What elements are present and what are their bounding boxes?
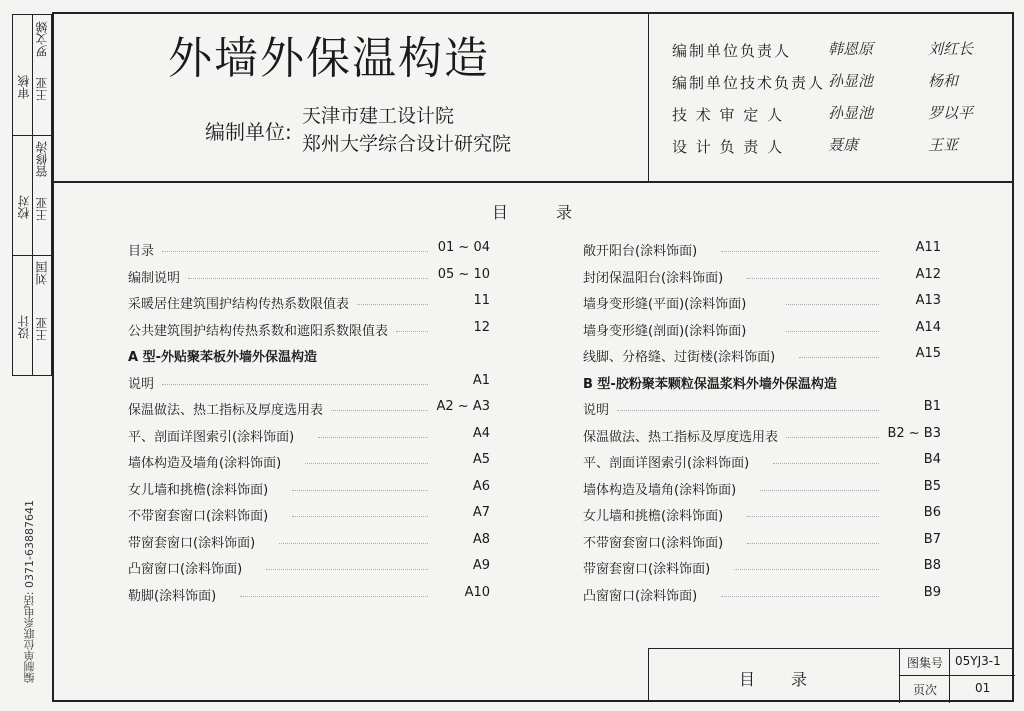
sign-role: 编制单位负责人 [672, 42, 792, 60]
toc-entry-label: 保温做法、热工指标及厚度选用表 [583, 429, 779, 445]
toc-entry [583, 558, 941, 577]
toc-entry [583, 399, 941, 418]
approval-cell: 王亚 [35, 197, 49, 221]
toc-entry-page: A14 [915, 319, 941, 335]
toc-leader [305, 463, 428, 464]
page-label: 页次 [913, 683, 938, 697]
toc-entry-page: A12 [915, 266, 941, 282]
header-divider [52, 181, 1014, 183]
toc-entry [583, 505, 941, 524]
toc-leader [162, 384, 428, 385]
toc-entry-label: 说明 [128, 376, 155, 392]
toc-entry [583, 346, 941, 365]
atlas-label: 图集号 [907, 656, 944, 670]
toc-entry-page: A4 [472, 425, 490, 441]
page-number: 01 [975, 681, 991, 695]
toc-entry-label: 平、剖面详图索引(涂料饰面) [583, 456, 750, 471]
toc-entry-page: 01 ~ 04 [437, 240, 490, 255]
toc-entry-page: A6 [472, 478, 490, 494]
toc-entry-label: 墙体构造及墙角(涂料饰面) [128, 456, 282, 471]
toc-entry-label: 凸窗窗口(涂料饰面) [583, 588, 698, 604]
toc-entry-label: 墙身变形缝(平面)(涂料饰面) [583, 297, 747, 312]
toc-entry-page: B5 [923, 478, 941, 494]
sign-role: 设 计 负 责 人 [672, 138, 785, 156]
toc-entry [128, 373, 490, 392]
signature: 聂康 [828, 136, 859, 154]
toc-entry-page: B6 [923, 505, 941, 520]
approval-cell: 校对 [17, 195, 31, 219]
toc-section-heading [583, 373, 941, 392]
toc-entry [583, 426, 941, 445]
toc-leader [734, 569, 879, 570]
toc-entry [128, 479, 490, 498]
toc-entry-page: B1 [923, 399, 941, 414]
signature: 王亚 [928, 136, 959, 154]
toc-entry-label: 女儿墙和挑檐(涂料饰面) [583, 509, 724, 524]
toc-section-heading [128, 346, 490, 365]
toc-entry-label: 封闭保温阳台(涂料饰面) [583, 270, 724, 286]
signature: 罗以平 [928, 104, 974, 122]
toc-entry-page: A7 [472, 505, 490, 520]
toc-entry-label: 带窗套窗口(涂料饰面) [128, 535, 256, 551]
title-block [648, 648, 1014, 702]
toc-entry-label: 凸窗窗口(涂料饰面) [128, 562, 243, 577]
toc-entry-label: 采暖居住建筑围护结构传热系数限值表 [128, 297, 350, 312]
page-title: 外墙外保温构造 [168, 33, 490, 84]
toc-leader [760, 490, 879, 491]
unit-name: 天津市建工设计院 [302, 105, 455, 127]
approval-cell: 王亚 [35, 77, 49, 101]
toc-entry-label: 目录 [128, 244, 155, 259]
toc-leader [292, 516, 428, 517]
toc-leader [773, 463, 879, 464]
toc-entry [583, 585, 941, 604]
toc-leader [747, 543, 879, 544]
toc-leader [786, 331, 879, 332]
toc-leader [292, 490, 428, 491]
toc-leader [266, 569, 428, 570]
approval-cell: 设计 [17, 315, 31, 339]
toc-entry-label: 勒脚(涂料饰面) [128, 588, 217, 604]
toc-entry-label: 编制说明 [128, 270, 181, 286]
toc-entry [128, 240, 490, 259]
toc-entry-page: B7 [923, 531, 941, 547]
toc-leader [162, 251, 428, 252]
toc-entry-page: A11 [915, 240, 941, 255]
toc-entry-label: 女儿墙和挑檐(涂料饰面) [128, 482, 269, 498]
signature: 刘红长 [928, 40, 974, 58]
toc-leader [786, 304, 879, 305]
toc-entry-label: 墙身变形缝(剖面)(涂料饰面) [583, 323, 747, 339]
toc-entry-page: A8 [472, 531, 490, 547]
toc-entry-page: A5 [472, 452, 490, 467]
toc-leader [786, 437, 879, 438]
toc-entry-page: A2 ~ A3 [436, 399, 490, 414]
toc-title: 目录 [492, 203, 621, 222]
toc-leader [721, 251, 879, 252]
signature: 韩恩原 [828, 40, 874, 58]
toc-leader [617, 410, 879, 411]
toc-entry [583, 532, 941, 551]
toc-entry-page: A10 [464, 584, 490, 600]
toc-entry [128, 505, 490, 524]
toc-entry-label: B 型-胶粉聚苯颗粒保温浆料外墙外保温构造 [583, 376, 837, 392]
toc-leader [331, 410, 428, 411]
toc-leader [721, 596, 879, 597]
toc-entry-label: 不带窗套窗口(涂料饰面) [128, 509, 269, 524]
toc-entry-label: 说明 [583, 403, 610, 418]
toc-leader [747, 278, 879, 279]
signature: 杨和 [928, 72, 959, 90]
toc-entry-page: B9 [923, 584, 941, 600]
toc-entry-label: 敞开阳台(涂料饰面) [583, 244, 698, 259]
toc-entry-page: 05 ~ 10 [437, 266, 490, 282]
toc-entry [583, 452, 941, 471]
toc-entry-label: 保温做法、热工指标及厚度选用表 [128, 403, 324, 418]
toc-entry-label: 公共建筑围护结构传热系数和遮阳系数限值表 [128, 323, 389, 339]
footer-sheet-name: 目录 [739, 670, 844, 689]
toc-entry [583, 293, 941, 312]
toc-entry [128, 293, 490, 312]
toc-entry [128, 532, 490, 551]
approval-cell: 审核 [17, 75, 31, 99]
toc-entry-page: B4 [923, 452, 941, 467]
sign-role: 技 术 审 定 人 [672, 106, 785, 124]
side-approval-strip [12, 14, 52, 376]
toc-entry [128, 399, 490, 418]
toc-leader [240, 596, 428, 597]
toc-leader [747, 516, 879, 517]
toc-entry [583, 267, 941, 286]
signature: 孙显池 [828, 72, 874, 90]
toc-entry-page: A9 [472, 558, 490, 573]
toc-entry [128, 558, 490, 577]
toc-leader [188, 278, 428, 279]
toc-entry-label: 带窗套窗口(涂料饰面) [583, 562, 711, 577]
toc-entry-label: A 型-外贴聚苯板外墙外保温构造 [128, 350, 317, 365]
toc-entry-page: B8 [923, 558, 941, 573]
approval-cell: 王亚 [35, 317, 49, 341]
atlas-number: 05YJ3-1 [955, 654, 1001, 668]
toc-entry [583, 240, 941, 259]
toc-entry [128, 320, 490, 339]
toc-leader [318, 437, 428, 438]
approval-cell: 罗文娣 [35, 21, 49, 57]
toc-entry-page: 11 [473, 293, 490, 308]
signature: 孙显池 [828, 104, 874, 122]
header-vertical-divider [648, 12, 649, 182]
toc-entry-page: B2 ~ B3 [887, 425, 941, 441]
toc-leader [279, 543, 428, 544]
unit-names [302, 102, 511, 158]
toc-entry [128, 452, 490, 471]
toc-entry-page: A15 [915, 346, 941, 361]
approval-cell: 管修涛 [35, 141, 49, 177]
toc-entry-page: 12 [473, 319, 490, 335]
toc-entry [583, 479, 941, 498]
toc-entry [583, 320, 941, 339]
toc-entry-label: 平、剖面详图索引(涂料饰面) [128, 429, 295, 445]
toc-entry-label: 线脚、分格缝、过街楼(涂料饰面) [583, 350, 776, 365]
toc-entry-label: 墙体构造及墙角(涂料饰面) [583, 482, 737, 498]
toc-entry [128, 267, 490, 286]
toc-entry-label: 不带窗套窗口(涂料饰面) [583, 535, 724, 551]
toc-entry-page: A1 [472, 372, 490, 388]
approval-cell: 刘国 [35, 261, 49, 285]
toc-leader [357, 304, 428, 305]
toc-leader [799, 357, 879, 358]
contact-phone: 编制单位联系电话: 0371-63887641 [23, 500, 36, 684]
toc-entry-page: A13 [915, 293, 941, 308]
toc-entry [128, 585, 490, 604]
toc-leader [396, 331, 428, 332]
toc-entry [128, 426, 490, 445]
sign-role: 编制单位技术负责人 [672, 74, 826, 92]
unit-name: 郑州大学综合设计研究院 [302, 133, 512, 155]
unit-label: 编制单位: [205, 120, 292, 144]
